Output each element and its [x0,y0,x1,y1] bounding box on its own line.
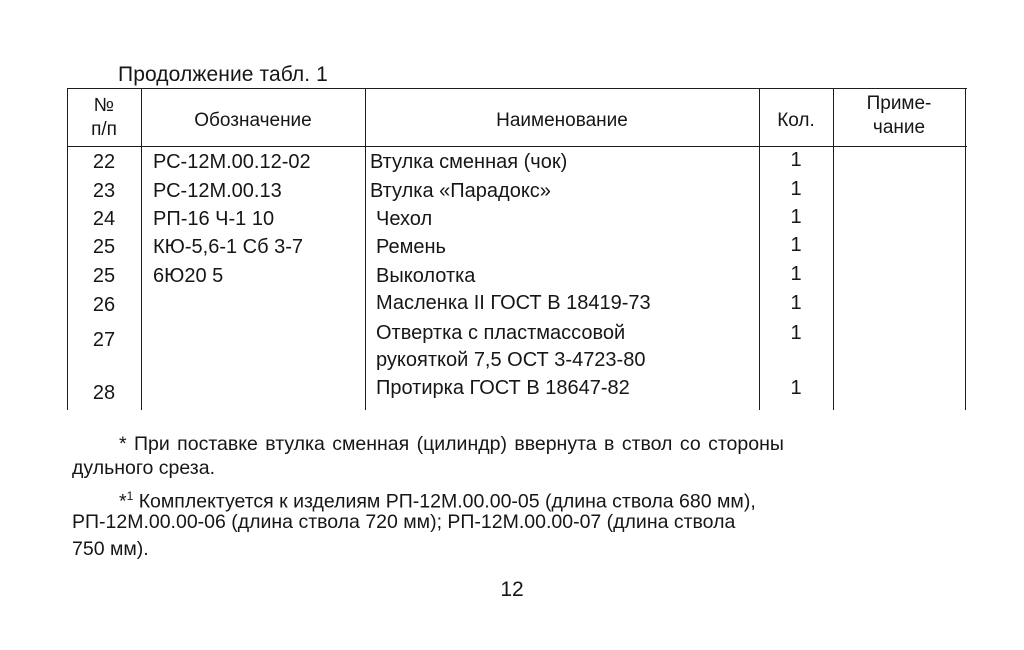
header-num [67,94,141,142]
row-designation: 6Ю20 5 [153,265,224,287]
row-number: 24 [92,208,116,230]
row-qty: 1 [790,234,802,256]
row-designation: РС-12М.00.13 [153,180,282,202]
row-qty: 1 [790,322,802,344]
table-border-right [965,88,966,410]
row-name: Ремень [376,236,446,258]
header-note-line1: Приме- [866,93,932,114]
row-name: Протирка ГОСТ В 18647-82 [376,377,630,399]
row-number: 27 [92,329,116,351]
footnote-2-line-3: 750 мм). [72,538,149,560]
row-qty: 1 [790,149,802,171]
footnote-2-text: Комплектуется к изделиям РП-12М.00.00-05 (длина ствола 680 мм), [133,490,756,513]
header-note-line2: чание [872,117,926,138]
contents-table [67,88,967,410]
header-divider [67,146,967,147]
table-divider [141,88,142,410]
footnote-1-line-2: дульного среза. [72,457,216,479]
row-qty: 1 [790,206,802,228]
row-number: 23 [92,180,116,202]
row-name: Втулка «Парадокс» [370,180,551,202]
table-divider [365,88,366,410]
footnote-mark: * [119,490,127,513]
header-qty: Кол. [777,110,815,131]
header-num-line2: п/п [91,119,117,140]
header-note [833,92,965,140]
row-number: 25 [92,236,116,258]
footnote-superscript: 1 [126,489,134,503]
page-number: 12 [500,578,524,601]
row-number: 28 [92,382,116,404]
header-num-line1: № [93,95,115,116]
header-designation: Обозначение [194,110,312,131]
table-border-top [67,88,967,89]
row-name: Выколотка [376,265,476,287]
header-name: Наименование [496,110,628,131]
row-designation: КЮ-5,6-1 Сб 3-7 [153,236,304,258]
row-name: Отвертка с пластмассовой [376,322,626,344]
row-name: Втулка сменная (чок) [370,151,568,173]
row-qty: 1 [790,263,802,285]
row-number: 26 [92,294,116,316]
row-number: 22 [92,151,116,173]
table-caption: Продолжение табл. 1 [118,63,328,86]
footnote-2-line-2: РП-12М.00.00-06 (длина ствола 720 мм); РП-12М.00.00-07 (длина ствола [72,511,736,533]
row-name: Чехол [376,208,433,230]
row-name-continued: рукояткой 7,5 ОСТ 3-4723-80 [376,349,646,371]
row-number: 25 [92,265,116,287]
row-designation: РП-16 Ч-1 10 [153,208,275,230]
row-name: Масленка II ГОСТ В 18419-73 [376,292,651,314]
footnote-1-line-1: * При поставке втулка сменная (цилиндр) ввернута в ствол со стороны [119,433,784,455]
row-designation: РС-12М.00.12-02 [153,151,311,173]
row-qty: 1 [790,292,802,314]
row-qty: 1 [790,178,802,200]
row-qty: 1 [790,377,802,399]
